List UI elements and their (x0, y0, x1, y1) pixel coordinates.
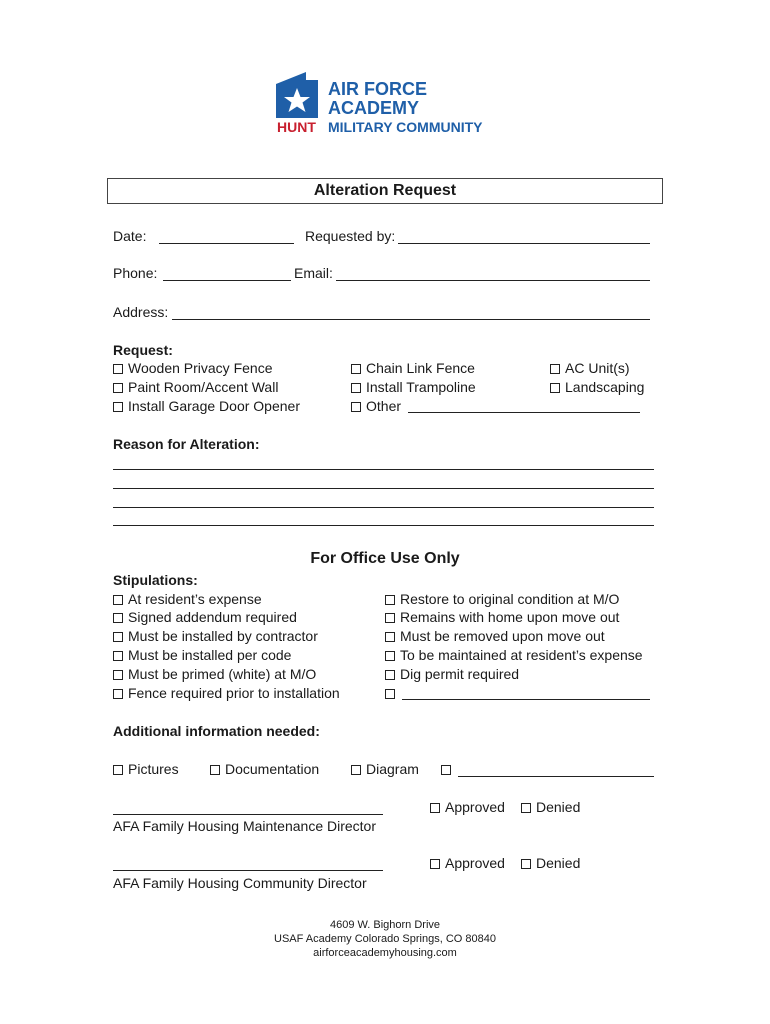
stipulation-option-blank[interactable] (385, 685, 400, 701)
denied-option[interactable]: Denied (521, 855, 580, 871)
checkbox-icon[interactable] (351, 383, 361, 393)
stipulation-option[interactable]: Must be installed per code (113, 647, 291, 663)
request-option[interactable]: AC Unit(s) (550, 360, 630, 376)
stipulation-option[interactable]: Must be removed upon move out (385, 628, 605, 644)
checkbox-icon[interactable] (385, 595, 395, 605)
form-title: Alteration Request (107, 178, 663, 204)
signature-line-community[interactable] (113, 870, 383, 871)
logo-hunt: HUNT (277, 119, 316, 135)
footer-city: USAF Academy Colorado Springs, CO 80840 (274, 933, 496, 945)
checkbox-icon[interactable] (385, 670, 395, 680)
request-heading: Request: (113, 342, 173, 358)
requested-by-label: Requested by: (305, 228, 396, 244)
stipulation-option[interactable]: Restore to original condition at M/O (385, 591, 619, 607)
email-label: Email: (294, 265, 333, 281)
checkbox-icon[interactable] (113, 689, 123, 699)
reason-line[interactable] (113, 488, 654, 489)
additional-option[interactable]: Diagram (351, 761, 419, 777)
checkbox-icon[interactable] (351, 765, 361, 775)
checkbox-icon[interactable] (550, 364, 560, 374)
reason-line[interactable] (113, 507, 654, 508)
signer-community: AFA Family Housing Community Director (113, 875, 367, 891)
stipulation-option[interactable]: Must be primed (white) at M/O (113, 666, 316, 682)
stipulation-option[interactable]: Signed addendum required (113, 609, 297, 625)
house-star-icon (276, 72, 320, 118)
address-field[interactable] (172, 319, 650, 320)
checkbox-icon[interactable] (521, 859, 531, 869)
email-field[interactable] (336, 280, 650, 281)
checkbox-icon[interactable] (385, 632, 395, 642)
signature-line-maintenance[interactable] (113, 814, 383, 815)
checkbox-icon[interactable] (113, 613, 123, 623)
reason-heading: Reason for Alteration: (113, 436, 260, 452)
request-option[interactable]: Wooden Privacy Fence (113, 360, 272, 376)
requested-by-field[interactable] (398, 243, 650, 244)
stipulation-option[interactable]: At resident’s expense (113, 591, 262, 607)
checkbox-icon[interactable] (385, 613, 395, 623)
additional-other-field[interactable] (458, 776, 654, 777)
other-field[interactable] (408, 412, 640, 413)
request-option[interactable]: Landscaping (550, 379, 644, 395)
logo-community: MILITARY COMMUNITY (328, 119, 483, 135)
address-label: Address: (113, 304, 169, 320)
request-option[interactable]: Chain Link Fence (351, 360, 475, 376)
request-option[interactable]: Install Trampoline (351, 379, 476, 395)
checkbox-icon[interactable] (113, 383, 123, 393)
stipulation-option[interactable]: Remains with home upon move out (385, 609, 619, 625)
request-option[interactable]: Other (351, 398, 401, 414)
checkbox-icon[interactable] (351, 364, 361, 374)
request-option[interactable]: Paint Room/Accent Wall (113, 379, 278, 395)
checkbox-icon[interactable] (430, 803, 440, 813)
checkbox-icon[interactable] (113, 364, 123, 374)
reason-line[interactable] (113, 525, 654, 526)
footer-address: 4609 W. Bighorn Drive (329, 919, 441, 931)
additional-option[interactable]: Documentation (210, 761, 319, 777)
reason-line[interactable] (113, 469, 654, 470)
checkbox-icon[interactable] (113, 595, 123, 605)
denied-option[interactable]: Denied (521, 799, 580, 815)
checkbox-icon[interactable] (351, 402, 361, 412)
checkbox-icon[interactable] (210, 765, 220, 775)
checkbox-icon[interactable] (521, 803, 531, 813)
checkbox-icon[interactable] (550, 383, 560, 393)
request-option[interactable]: Install Garage Door Opener (113, 398, 300, 414)
date-field[interactable] (159, 243, 294, 244)
checkbox-icon[interactable] (430, 859, 440, 869)
checkbox-icon[interactable] (385, 651, 395, 661)
stipulation-option[interactable]: Fence required prior to installation (113, 685, 340, 701)
stipulations-heading: Stipulations: (113, 572, 198, 588)
approved-option[interactable]: Approved (430, 855, 505, 871)
date-label: Date: (113, 228, 147, 244)
stipulation-option[interactable]: Dig permit required (385, 666, 519, 682)
stipulation-option[interactable]: To be maintained at resident’s expense (385, 647, 643, 663)
checkbox-icon[interactable] (441, 765, 451, 775)
additional-option-blank[interactable] (441, 761, 456, 777)
checkbox-icon[interactable] (385, 689, 395, 699)
logo-line1: AIR FORCE (328, 79, 427, 99)
stipulation-option[interactable]: Must be installed by contractor (113, 628, 318, 644)
additional-heading: Additional information needed: (113, 723, 320, 739)
phone-field[interactable] (163, 280, 291, 281)
checkbox-icon[interactable] (113, 632, 123, 642)
checkbox-icon[interactable] (113, 765, 123, 775)
additional-option[interactable]: Pictures (113, 761, 179, 777)
checkbox-icon[interactable] (113, 670, 123, 680)
phone-label: Phone: (113, 265, 158, 281)
signer-maintenance: AFA Family Housing Maintenance Director (113, 818, 376, 834)
checkbox-icon[interactable] (113, 402, 123, 412)
footer-website[interactable]: airforceacademyhousing.com (313, 947, 457, 959)
stipulation-other-field[interactable] (402, 699, 650, 700)
checkbox-icon[interactable] (113, 651, 123, 661)
approved-option[interactable]: Approved (430, 799, 505, 815)
logo-line2: ACADEMY (328, 98, 420, 118)
office-heading: For Office Use Only (310, 550, 460, 567)
